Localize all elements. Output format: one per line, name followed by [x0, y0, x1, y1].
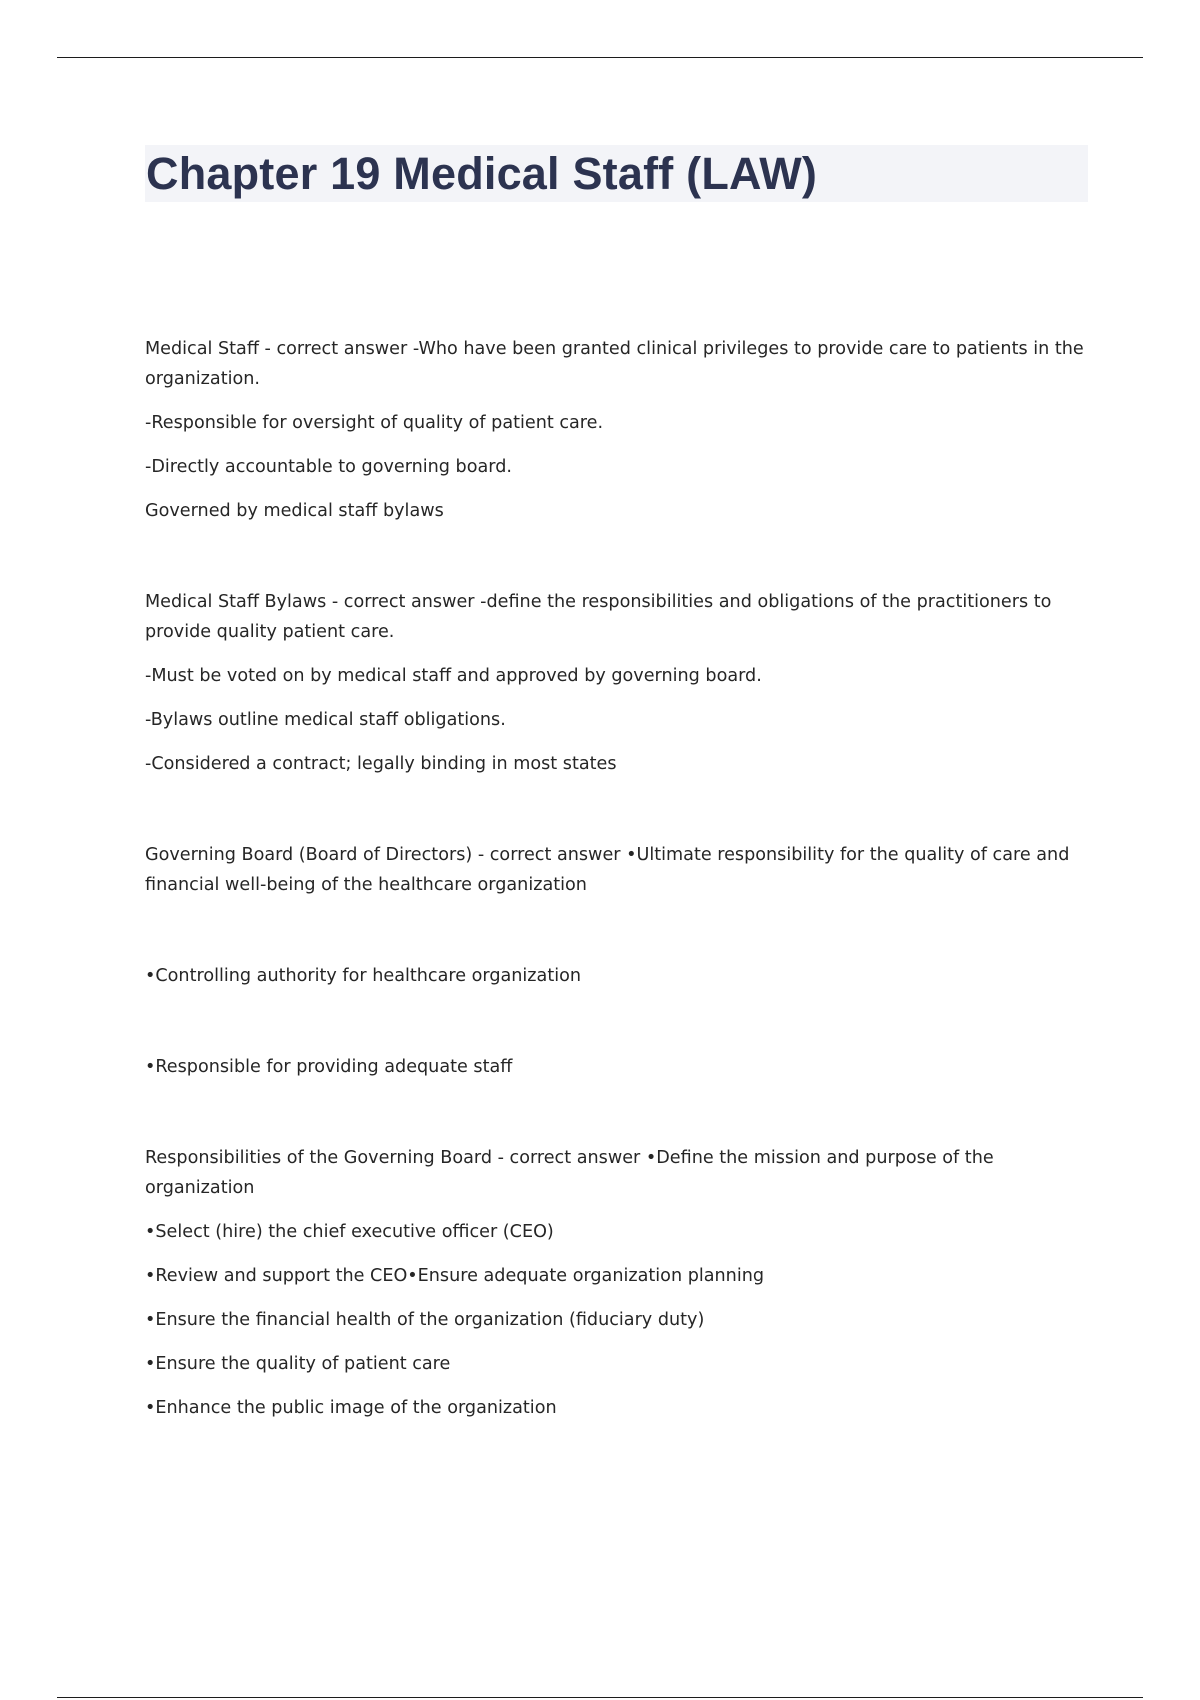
governing-board-definition: Governing Board (Board of Directors) - correct answer •Ultimate responsibility for the quality of care and financial well-being of the healthcare organization: [145, 845, 1070, 895]
governing-board-point: •Responsible for providing adequate staff: [145, 1057, 513, 1077]
medical-staff-point: -Directly accountable to governing board.: [145, 457, 512, 477]
board-responsibility-item: •Select (hire) the chief executive officer (CEO): [145, 1222, 554, 1242]
board-responsibility-item: •Ensure the financial health of the organization (fiduciary duty): [145, 1310, 705, 1330]
medical-staff-point: -Responsible for oversight of quality of patient care.: [145, 413, 604, 433]
board-responsibilities-definition: Responsibilities of the Governing Board - correct answer •Define the mission and purpose of the organization: [145, 1148, 994, 1198]
board-responsibility-item: •Ensure the quality of patient care: [145, 1354, 451, 1374]
footer-rule: [57, 1697, 1143, 1698]
bylaws-definition: Medical Staff Bylaws - correct answer -define the responsibilities and obligations of the practitioners to provide quality patient care.: [145, 592, 1052, 642]
document-body: [145, 334, 1095, 1423]
medical-staff-definition: Medical Staff - correct answer -Who have been granted clinical privileges to provide care to patients in the organization.: [145, 339, 1084, 389]
bylaws-point: -Considered a contract; legally binding in most states: [145, 754, 617, 774]
bylaws-point: -Bylaws outline medical staff obligations.: [145, 710, 506, 730]
board-responsibility-item: •Review and support the CEO•Ensure adequate organization planning: [145, 1266, 765, 1286]
board-responsibility-item: •Enhance the public image of the organization: [145, 1398, 557, 1418]
medical-staff-point: Governed by medical staff bylaws: [145, 501, 444, 521]
header-rule: [57, 57, 1143, 58]
bylaws-point: -Must be voted on by medical staff and approved by governing board.: [145, 666, 762, 686]
document-title: Chapter 19 Medical Staff (LAW): [146, 148, 818, 199]
governing-board-point: •Controlling authority for healthcare organization: [145, 966, 582, 986]
